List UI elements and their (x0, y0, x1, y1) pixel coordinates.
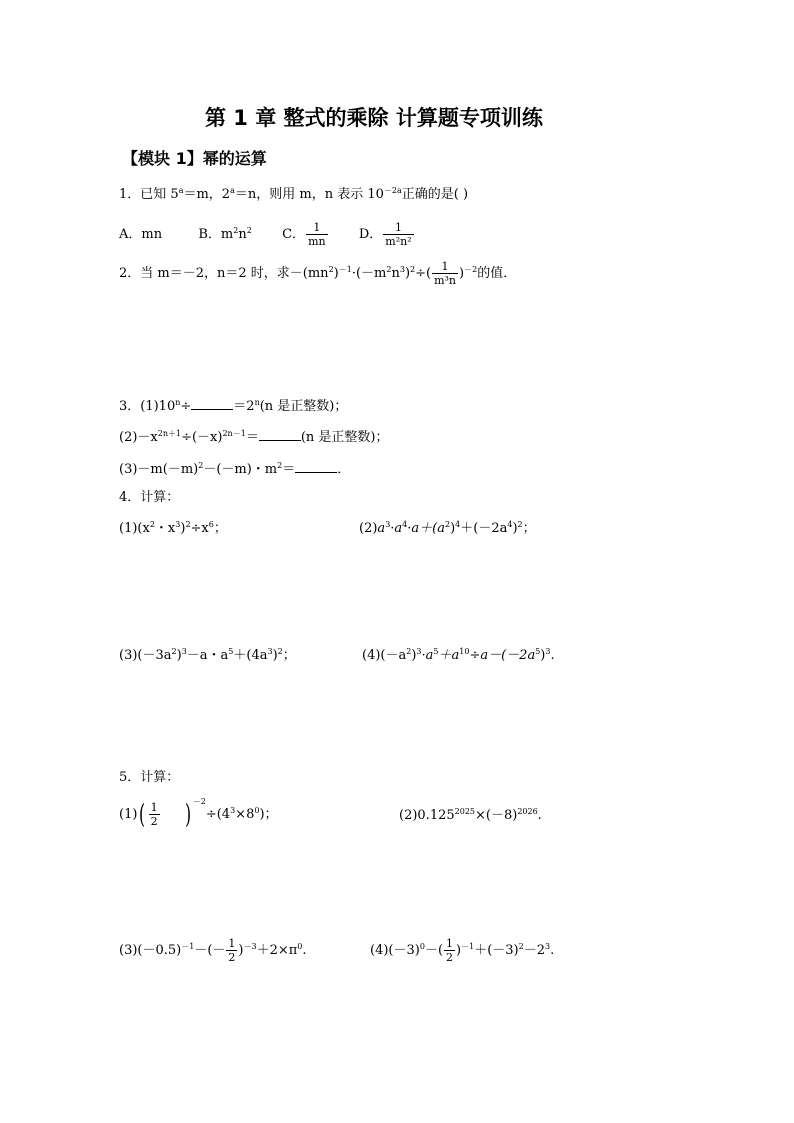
question-2: 2．当 m＝－2，n＝2 时，求$-(mn^2)^{-1}\cdot(-m^2n^3)^2\div$( $\frac{1}{\text{m³n}}$ )$^{-2}$的值． (119, 260, 517, 287)
question-3-part-3: $(3)-m(-m)^2-(-m)$・$m^2=$ ． (119, 461, 351, 477)
question-3-part-2: $(2)-x^{2n+1}\div(-x)^{2n-1}= (n$ 是正整数)； (119, 429, 389, 445)
section-heading: 【模块 1】幂的运算 (122, 149, 267, 168)
question-3-part-1: 3．$(1)10^n\div =2^n(n$ 是正整数)； (119, 398, 348, 414)
answer-blank[interactable] (259, 427, 301, 441)
answer-blank[interactable] (191, 396, 233, 410)
question-5-heading: 5．计算： (119, 770, 180, 785)
question-4-part-4: $(4)(-a^2)^3\cdot a^5+a^{10}\div a-(-2a^5)^3$. (362, 647, 555, 663)
question-1-options (119, 221, 415, 248)
page-title: 第 1 章 整式的乘除 计算题专项训练 (205, 106, 543, 130)
question-4-part-3: $(3)(-3a^2)^3-a$・$a^5+(4a^3)^2$； (119, 647, 296, 663)
option-b: B．$m^2n^2$ (198, 226, 252, 242)
question-4-heading: 4．计算： (119, 490, 180, 505)
answer-blank[interactable] (295, 459, 337, 473)
option-c: C． $\frac{1}{mn}$ (282, 221, 326, 248)
question-4-part-2: $(2)a^3\cdot a^4\cdot a+(a^2)^4+(-2a^4)^2$； (359, 520, 536, 536)
question-4-part-1: $(1)(x^2$・$x^3)^2\div x^6$； (119, 520, 227, 536)
question-5-part-2: $(2)0.125^{2025}\times(-8)^{2026}$. (399, 807, 542, 823)
question-5-part-4: $(4)(-3)^0-$( $\frac{1}{2}$ )$^{-1}+(-3)^2-2^3$. (370, 937, 555, 964)
option-a: A．mn (119, 227, 163, 242)
option-d: D． $\frac{1}{\text{m²n²}}$ (358, 221, 412, 248)
question-1-stem: 1．已知 $5^a=m$，$2^a=n$，则用 m，n 表示 $10^{-2a}$正确的是( ) (119, 186, 469, 202)
question-5-part-3: $(3)(-0.5)^{-1}-(-$ $\frac{1}{2}$ )$^{-3}+2\times\pi^0$. (119, 937, 307, 964)
question-5-part-1: (1)( $\frac{1}{2}$ ) $^{-2}\div(4^3\times 8^0)$； (119, 797, 278, 830)
